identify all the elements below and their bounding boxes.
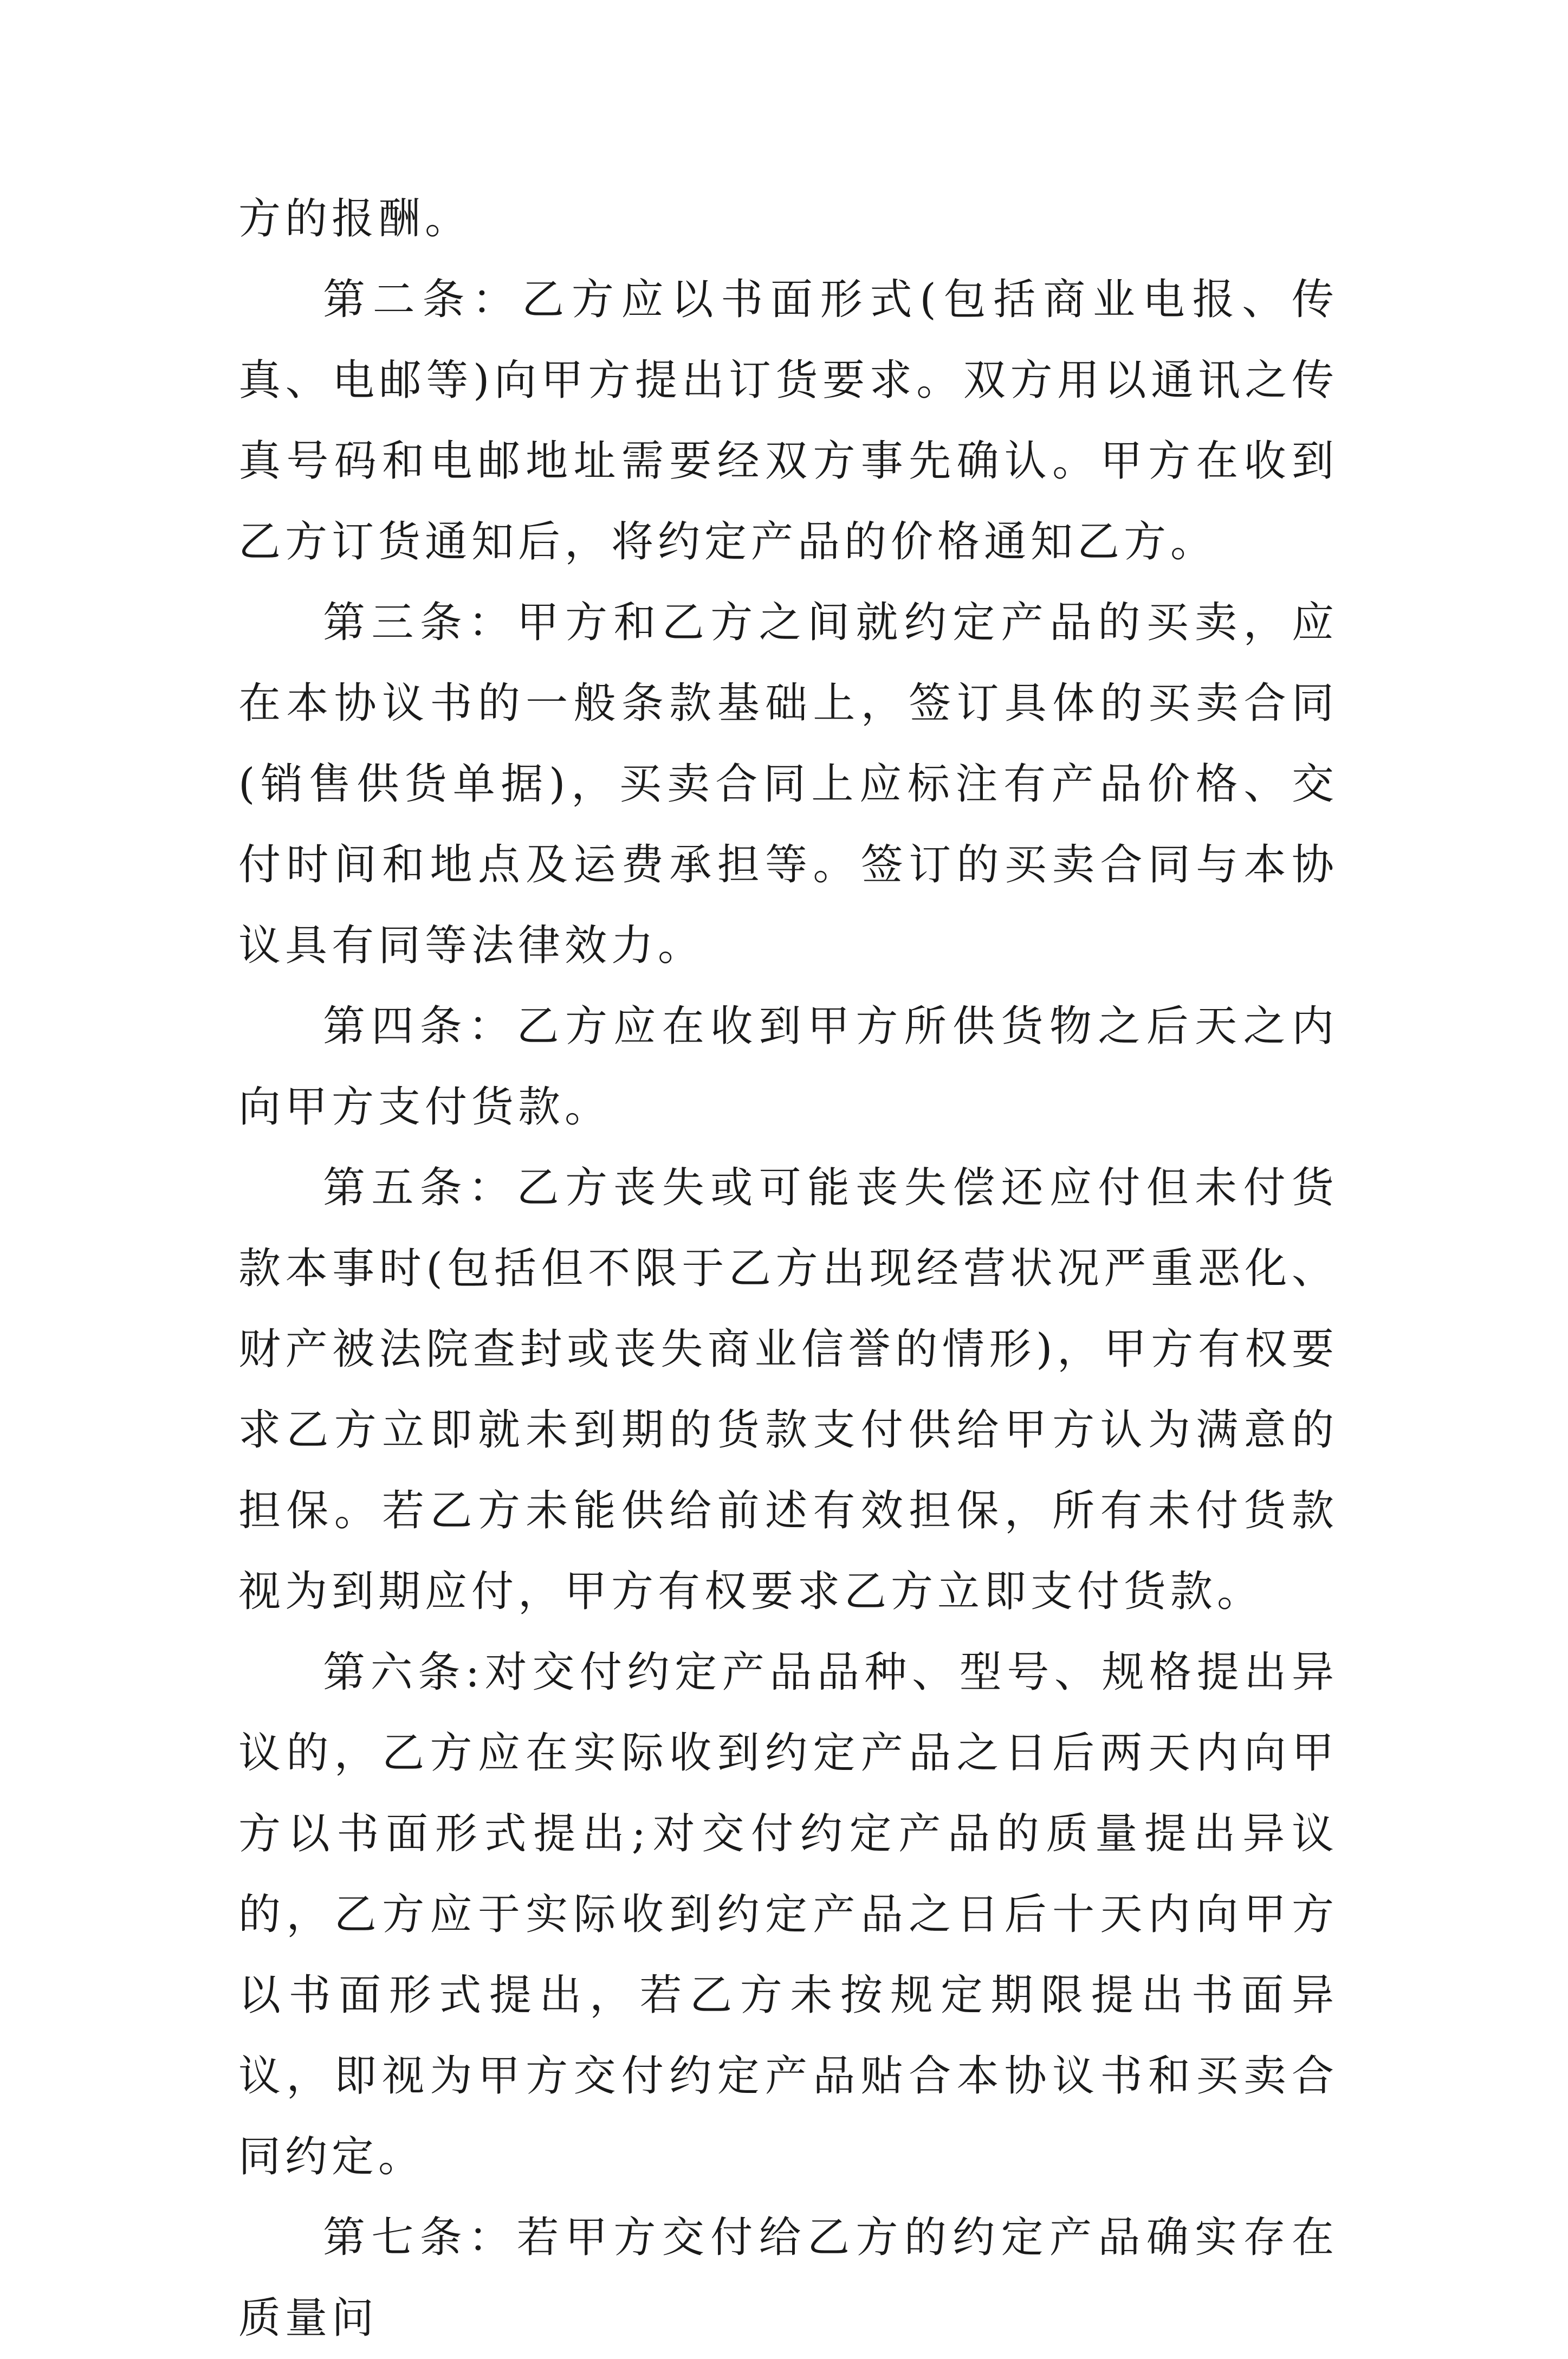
paragraph-article-6: 第六条:对交付约定产品品种、型号、规格提出异议的，乙方应在实际收到约定产品之日后两天内向甲方以书面形式提出;对交付约定产品的质量提出异议的，乙方应于实际收到约定产品之日后十天内向甲方以书面形式提出，若乙方未按规定期限提出书面异议，即视为甲方交付约定产品贴合本协议书和买卖合同约定。 [238,1648,1338,2181]
document-body [238,179,1338,2359]
paragraph-article-3: 第三条：甲方和乙方之间就约定产品的买卖，应在本协议书的一般条款基础上，签订具体的买卖合同(销售供货单据)，买卖合同上应标注有产品价格、交付时间和地点及运费承担等。签订的买卖合同与本协议具有同等法律效力。 [238,598,1338,970]
paragraph-continuation: 方的报酬。 [238,195,472,243]
paragraph-article-4: 第四条：乙方应在收到甲方所供货物之后天之内向甲方支付货款。 [238,1002,1338,1132]
paragraph-article-2: 第二条：乙方应以书面形式(包括商业电报、传真、电邮等)向甲方提出订货要求。双方用以通讯之传真号码和电邮地址需要经双方事先确认。甲方在收到乙方订货通知后，将约定产品的价格通知乙方。 [238,275,1338,566]
paragraph-article-7: 第七条：若甲方交付给乙方的约定产品确实存在质量问 [238,2213,1338,2343]
paragraph-article-5: 第五条：乙方丧失或可能丧失偿还应付但未付货款本事时(包括但不限于乙方出现经营状况严重恶化、财产被法院查封或丧失商业信誉的情形)，甲方有权要求乙方立即就未到期的货款支付供给甲方认为满意的担保。若乙方未能供给前述有效担保，所有未付货款视为到期应付，甲方有权要求乙方立即支付货款。 [238,1164,1338,1616]
